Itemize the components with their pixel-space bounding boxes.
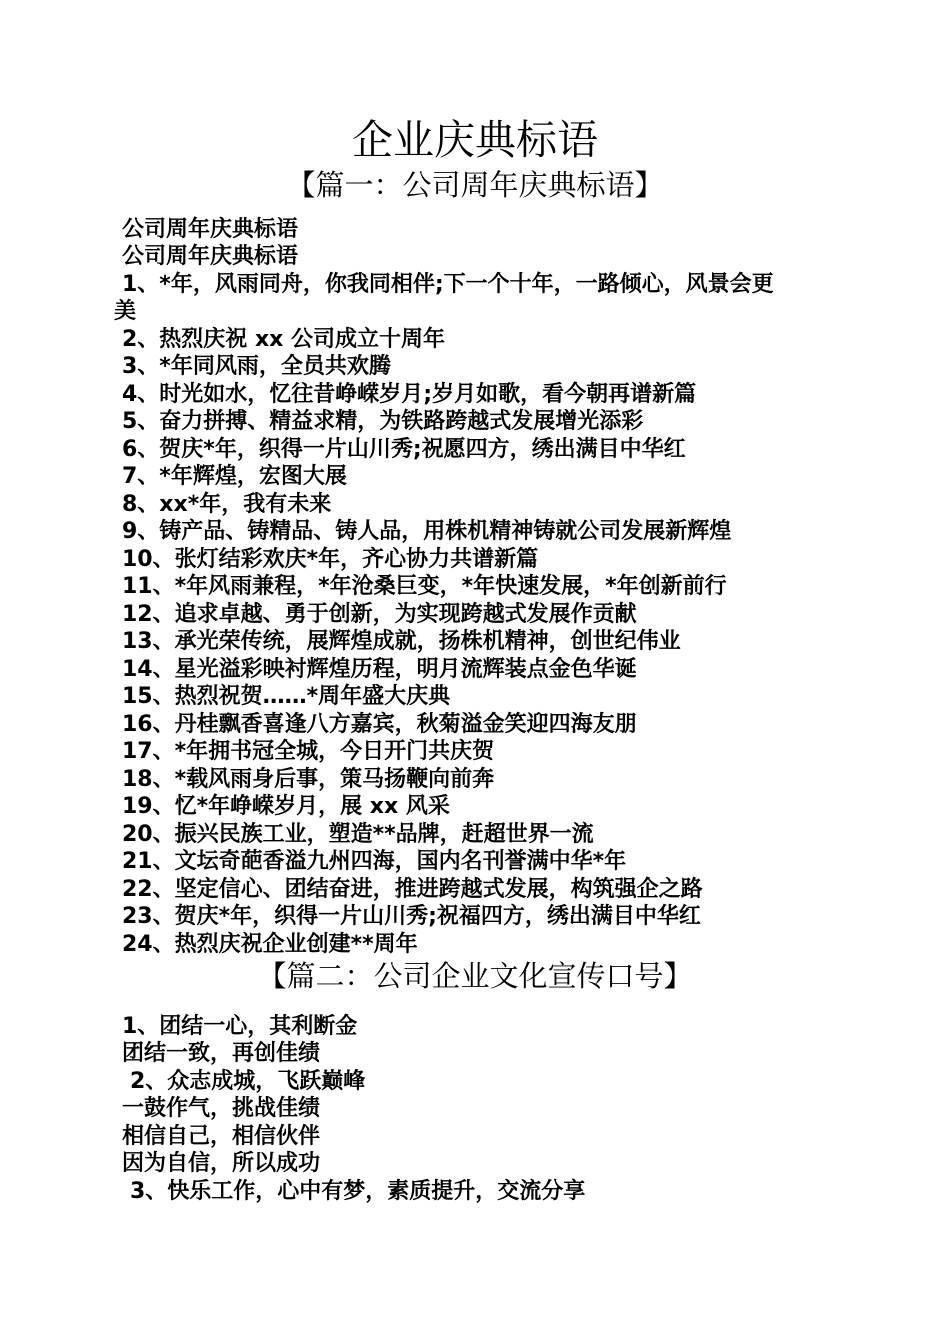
section1-item: 3、*年同风雨，全员共欢腾 [122, 354, 391, 379]
section1-item: 2、热烈庆祝 xx 公司成立十周年 [122, 327, 446, 352]
section1-line: 公司周年庆典标语 [122, 244, 299, 269]
section2-line: 一鼓作气，挑战佳绩 [122, 1096, 321, 1121]
section2-heading: 【篇二：公司企业文化宣传口号】 [257, 959, 693, 993]
section1-item: 9、铸产品、铸精品、铸人品，用株机精神铸就公司发展新辉煌 [122, 519, 732, 544]
section2-line: 团结一致，再创佳绩 [122, 1041, 321, 1066]
section1-item: 10、张灯结彩欢庆*年，齐心协力共谱新篇 [122, 547, 539, 572]
section1-item: 12、追求卓越、勇于创新，为实现跨越式发展作贡献 [122, 602, 637, 627]
section1-item: 20、振兴民族工业，塑造**品牌，赶超世界一流 [122, 822, 594, 847]
section1-item: 7、*年辉煌，宏图大展 [122, 464, 347, 489]
section1-item: 24、热烈庆祝企业创建**周年 [122, 932, 418, 957]
section1-item: 17、*年拥书冠全城，今日开门共庆贺 [122, 739, 495, 764]
section1-line: 公司周年庆典标语 [122, 217, 299, 242]
section1-heading: 【篇一：公司周年庆典标语】 [286, 168, 664, 202]
section1-item: 5、奋力拼搏、精益求精，为铁路跨越式发展增光添彩 [122, 409, 644, 434]
section1-item: 8、xx*年，我有未来 [122, 492, 332, 517]
section2-line: 3、快乐工作，心中有梦，素质提升，交流分享 [130, 1179, 586, 1204]
section1-item: 16、丹桂飘香喜逢八方嘉宾，秋菊溢金笑迎四海友朋 [122, 712, 637, 737]
section1-item: 22、坚定信心、团结奋进，推进跨越式发展，构筑强企之路 [122, 877, 703, 902]
section1-item: 11、*年风雨兼程，*年沧桑巨变，*年快速发展，*年创新前行 [122, 574, 727, 599]
section1-item: 18、*载风雨身后事，策马扬鞭向前奔 [122, 767, 495, 792]
section1-item: 21、文坛奇葩香溢九州四海，国内名刊誉满中华*年 [122, 849, 627, 874]
section2-line: 1、团结一心，其利断金 [122, 1014, 358, 1039]
section1-item: 23、贺庆*年，织得一片山川秀;祝福四方，绣出满目中华红 [122, 904, 701, 929]
section1-item: 6、贺庆*年，织得一片山川秀;祝愿四方，绣出满目中华红 [122, 437, 686, 462]
section2-line: 相信自己，相信伙伴 [122, 1124, 321, 1149]
section2-line: 2、众志成城，飞跃巅峰 [130, 1069, 366, 1094]
section1-item: 19、忆*年峥嵘岁月，展 xx 风采 [122, 794, 450, 819]
section1-item-wrap: 美 [114, 299, 137, 324]
section1-item: 14、星光溢彩映衬辉煌历程，明月流辉装点金色华诞 [122, 657, 637, 682]
section1-item: 4、时光如水，忆往昔峥嵘岁月;岁月如歌，看今朝再谱新篇 [122, 382, 697, 407]
document-title: 企业庆典标语 [352, 116, 598, 164]
section1-item: 1、*年，风雨同舟，你我同相伴;下一个十年，一路倾心，风景会更 [122, 272, 774, 297]
section1-item: 15、热烈祝贺……*周年盛大庆典 [122, 684, 451, 709]
section1-item: 13、承光荣传统，展辉煌成就，扬株机精神，创世纪伟业 [122, 629, 681, 654]
section2-line: 因为自信，所以成功 [122, 1151, 321, 1176]
